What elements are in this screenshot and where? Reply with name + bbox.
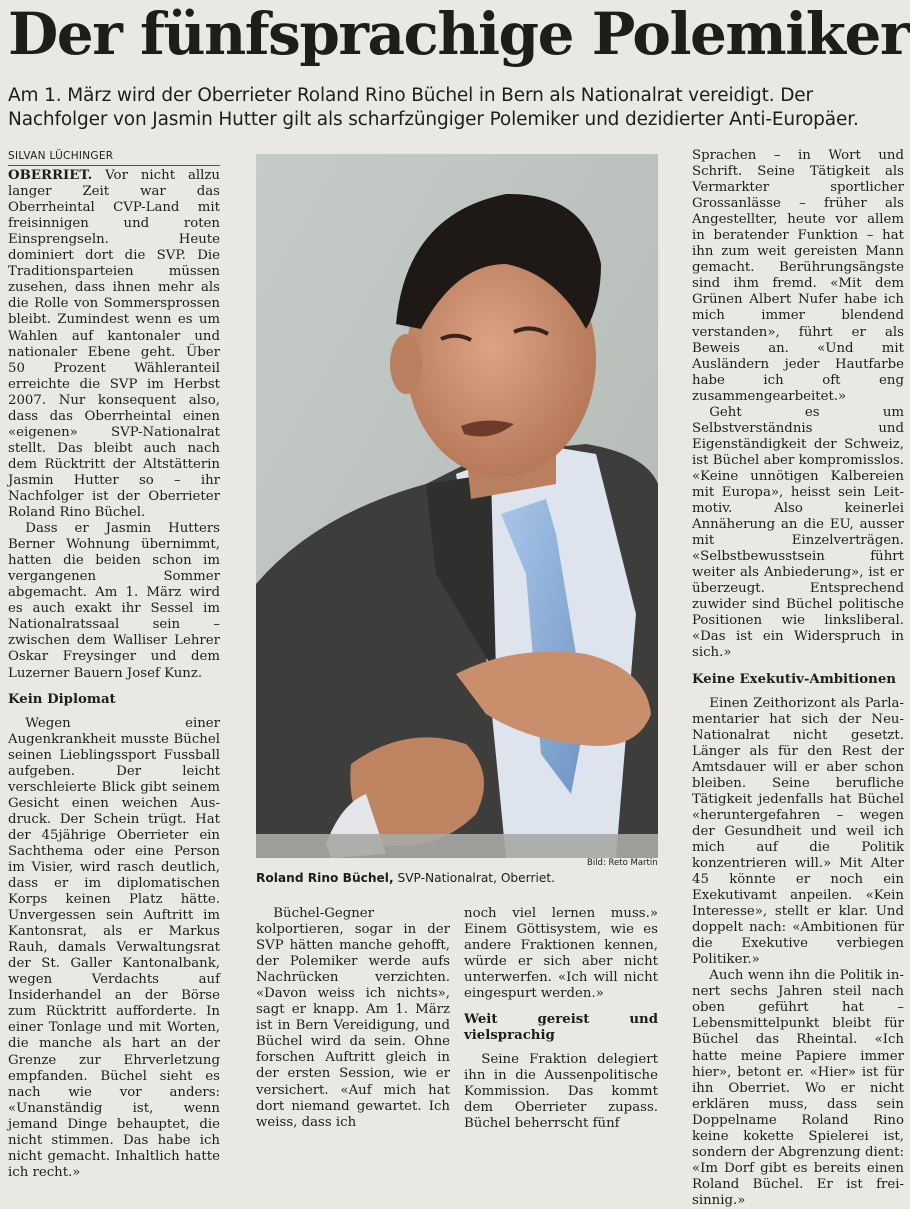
caption-text: SVP-Nationalrat, Oberriet.	[393, 871, 555, 885]
subheading: Kein Diplomat	[8, 691, 116, 707]
paragraph: Auch wenn ihn die Politik innert sechs Jahren steil nach oben geführt hat – Lebensmittelpunkt bleibt für Büchel das Rheintal. «Ich hatte meine Papiere immer hier», betont er. «Hier» ist für ihn Oberriet. Wo er nicht erklären muss, dass sein Doppelname Roland Rino keine kokette Spielerei ist, sondern der Abgrenzung dient: «Im Dorf gibt es bereits einen Roland Büchel. Er ist freisinnig.»	[692, 968, 904, 1208]
paragraph: Geht es um Selbstverständnis und Eigenständigkeit der Schweiz, ist Büchel aber kompromisslos. «Keine unnötigen Kalbereien mit Europa», heisst sein Leitmotiv. Also keinerlei Annäherung an die EU, ausser mit Einzelverträgen. «Selbstbewusstsein führt weiter als Anbiederung», ist er überzeugt. Entsprechend zuwider sind Büchel politische Positionen wie linksliberal. «Das ist ein Widerspruch in sich.»	[692, 404, 904, 661]
article-column-2	[256, 906, 450, 1131]
paragraph: Sprachen – in Wort und Schrift. Seine Tätigkeit als Vermarkter sportlicher Grossanlässe – früher als Angestellter, heute vor allem in beratender Funktion – hat ihn zum weit gereisten Mann gemacht. Berührungsängste sind ihm fremd. «Mit dem Grünen Albert Nufer habe ich mich immer blendend verstanden», führt er als Beweis an. «Und mit Ausländern jeder Hautfarbe habe ich oft eng zusammengearbeitet.»	[692, 148, 904, 404]
caption-name: Roland Rino Büchel,	[256, 871, 394, 885]
article-column-1	[8, 148, 220, 1181]
dateline: OBERRIET.	[8, 168, 93, 184]
article-deck: Am 1. März wird der Oberrieter Roland Rino Büchel in Bern als Nationalrat vereidigt. Der Nachfolger von Jasmin Hutter gilt als scharfzüngiger Polemiker und dezidierter Anti-Europäer.	[8, 85, 859, 130]
subheading: Keine Exekutiv-Ambitionen	[692, 671, 896, 687]
paragraph: Seine Fraktion delegiert ihn in die Aussenpolitische Kommission. Das kommt dem Oberrieter zupass. Büchel beherrscht fünf	[464, 1052, 658, 1132]
headline: Der fünfsprachige Polemiker	[8, 0, 909, 68]
article-column-4	[692, 148, 904, 1209]
photo-caption	[256, 869, 658, 887]
paragraph: noch viel lernen muss.» Einem Göttisystem, wie es andere Fraktionen kennen, würde er sich aber nicht unterwerfen. «Ich will nicht eingespurt werden.»	[464, 906, 658, 1002]
paragraph: Dass er Jasmin Hutters Berner Wohnung übernimmt, hatten die beiden schon im vergangenen Sommer abgemacht. Am 1. März wird es auch exakt ihr Sessel im Nationalratssaal sein – zwischen dem Walliser Lehrer Oskar Freysinger und dem Luzerner Bauern Josef Kunz.	[8, 521, 220, 681]
subheading: Weit gereist und vielsprachig	[464, 1012, 658, 1044]
byline: SILVAN LÜCHINGER	[8, 148, 220, 166]
paragraph: Büchel-Gegner kolportieren, sogar in der SVP hätten manche gehofft, der Polemiker werde aufs Nachrücken verzichten. «Davon weiss ich nichts», sagt er knapp. Am 1. März ist in Bern Vereidigung, und Büchel wird da sein. Ohne forschen Auftritt gleich in der ersten Session, wie er versichert. «Auf mich hat dort niemand gewartet. Ich weiss, dass ich	[256, 906, 450, 1130]
paragraph: Wegen einer Augenkrankheit musste Büchel seinen Lieblingssport Fussball aufgeben. Der leicht verschleierte Blick gibt seinem Gesicht einen weichen Ausdruck. Der Schein trügt. Hat der 45jährige Oberrieter ein Sachthema oder eine Person im Visier, wird rasch deutlich, dass er im diplomatischen Korps keinen Platz hätte. Unvergessen sein Auftritt im Kantonsrat, als er Markus Rauh, damals Verwaltungsrat der St. Galler Kantonalbank, wegen Verdachts auf Insiderhandel an der Börse zum Rücktritt aufforderte. In einer Tonlage und mit Worten, die manche als hart an der Grenze zur Ehrverletzung empfanden. Büchel sieht es nach wie vor anders: «Unanständig ist, wenn jemand Dinge behauptet, die nicht stimmen. Das habe ich nicht gemacht. Inhaltlich hatte ich recht.»	[8, 715, 220, 1180]
portrait-photo	[256, 154, 658, 858]
article-column-3	[464, 906, 658, 1133]
photo-credit: Bild: Reto Martin	[587, 858, 658, 868]
portrait-illustration	[256, 154, 658, 858]
paragraph: OBERRIET. Vor nicht allzu langer Zeit war das Oberrheintal CVP-Land mit freisinnigen und roten Einsprengseln. Heute dominiert dort die SVP. Die Traditionsparteien müssen zusehen, dass ihnen mehr als die Rolle von Sommersprossen bleibt. Zumindest wenn es um Wahlen auf kantonaler und nationaler Ebene geht. Über 50 Prozent Wähleranteil erreichte die SVP im Herbst 2007. Nur konsequent also, dass das Oberrheintal einen «eigenen» SVP-Nationalrat stellt. Das bleibt auch nach dem Rücktritt der Altstätterin Jasmin Hutter so – ihr Nachfolger ist der Oberrieter Roland Rino Büchel.	[8, 168, 220, 521]
paragraph: Einen Zeithorizont als Parlamentarier hat sich der Neu-Nationalrat nicht gesetzt. Länger als für den Rest der Amtsdauer will er aber schon bleiben. Seine berufliche Tätigkeit jedenfalls hat Büchel «heruntergefahren – wegen der Gesundheit und weil ich mich auf die Politik konzentrieren will.» Mit Alter 45 könnte er noch ein Exekutivamt anpeilen. «Kein Interesse», stellt er klar. Und doppelt nach: «Ambitionen für die Exekutive verbiegen Politiker.»	[692, 695, 904, 968]
